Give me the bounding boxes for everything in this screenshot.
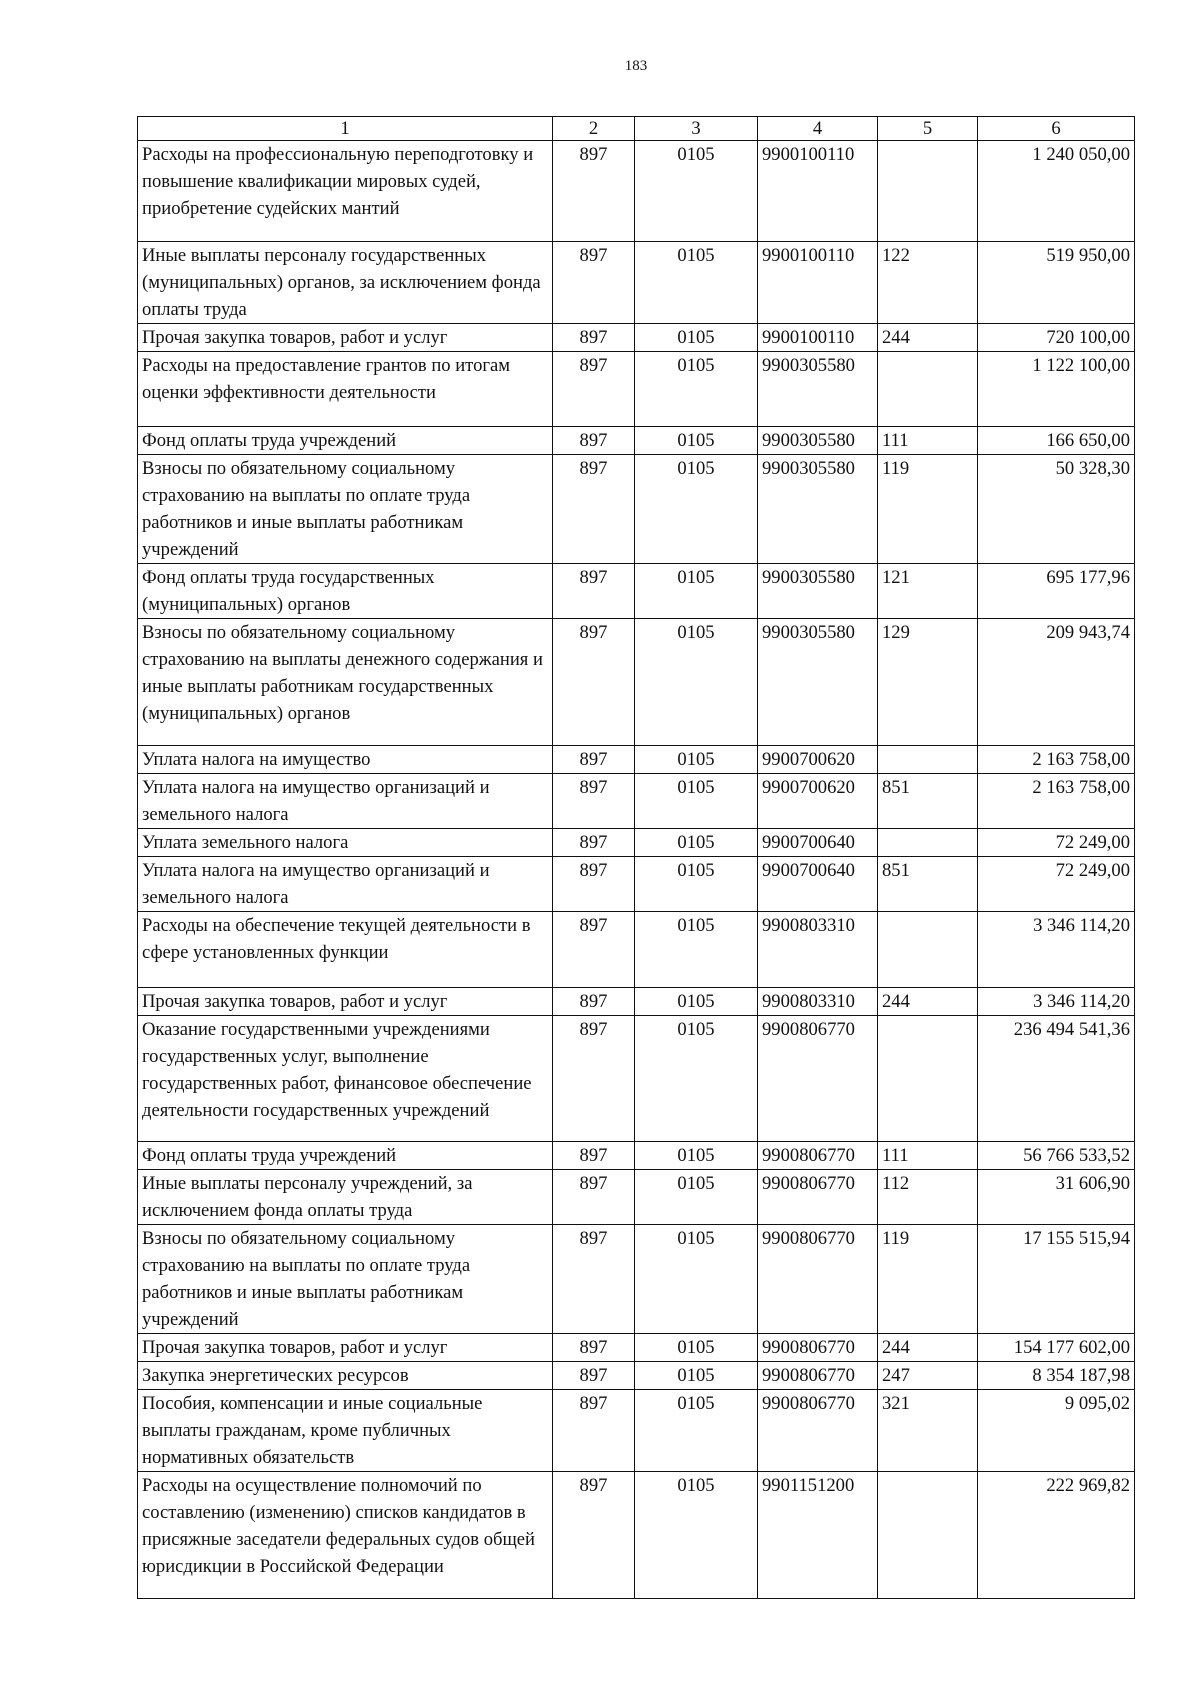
column-header-2: 2 (553, 117, 635, 141)
ministry-code-cell: 897 (553, 141, 635, 242)
ministry-code-cell: 897 (553, 1362, 635, 1390)
amount-cell: 222 969,82 (978, 1472, 1135, 1599)
target-article-cell: 9900803310 (758, 912, 878, 988)
ministry-code-cell: 897 (553, 455, 635, 564)
ministry-code-cell: 897 (553, 427, 635, 455)
target-article-cell: 9900100110 (758, 324, 878, 352)
expense-type-cell: 851 (878, 774, 978, 829)
expense-name-cell: Оказание государственными учреждениями государственных услуг, выполнение государственных работ, финансовое обеспечение деятельности государственных учреждений (138, 1016, 553, 1142)
amount-cell: 72 249,00 (978, 829, 1135, 857)
table-row (138, 352, 1135, 427)
expense-type-cell (878, 912, 978, 988)
amount-cell: 236 494 541,36 (978, 1016, 1135, 1142)
expense-name-cell: Уплата налога на имущество организаций и земельного налога (138, 774, 553, 829)
expense-name-cell: Прочая закупка товаров, работ и услуг (138, 1334, 553, 1362)
ministry-code-cell: 897 (553, 829, 635, 857)
section-code-cell: 0105 (635, 619, 758, 746)
budget-table-body (138, 117, 1135, 1599)
table-row (138, 455, 1135, 564)
section-code-cell: 0105 (635, 1170, 758, 1225)
section-code-cell: 0105 (635, 141, 758, 242)
section-code-cell: 0105 (635, 1016, 758, 1142)
amount-cell: 3 346 114,20 (978, 988, 1135, 1016)
expense-name-cell: Взносы по обязательному социальному страхованию на выплаты по оплате труда работников и иные выплаты работникам учреждений (138, 455, 553, 564)
ministry-code-cell: 897 (553, 352, 635, 427)
expense-type-cell: 119 (878, 1225, 978, 1334)
amount-cell: 2 163 758,00 (978, 746, 1135, 774)
expense-name-cell: Фонд оплаты труда учреждений (138, 427, 553, 455)
column-header-1: 1 (138, 117, 553, 141)
expense-type-cell: 129 (878, 619, 978, 746)
amount-cell: 31 606,90 (978, 1170, 1135, 1225)
amount-cell: 154 177 602,00 (978, 1334, 1135, 1362)
table-row (138, 1472, 1135, 1599)
expense-type-cell: 244 (878, 988, 978, 1016)
expense-type-cell (878, 1472, 978, 1599)
column-header-4: 4 (758, 117, 878, 141)
column-header-5: 5 (878, 117, 978, 141)
table-row (138, 1334, 1135, 1362)
expense-name-cell: Взносы по обязательному социальному страхованию на выплаты денежного содержания и иные выплаты работникам государственных (муниципальных) органов (138, 619, 553, 746)
column-number-row (138, 117, 1135, 141)
expense-type-cell: 122 (878, 242, 978, 324)
expense-name-cell: Расходы на обеспечение текущей деятельности в сфере установленных функции (138, 912, 553, 988)
amount-cell: 2 163 758,00 (978, 774, 1135, 829)
expense-type-cell: 244 (878, 1334, 978, 1362)
section-code-cell: 0105 (635, 242, 758, 324)
amount-cell: 3 346 114,20 (978, 912, 1135, 988)
amount-cell: 209 943,74 (978, 619, 1135, 746)
amount-cell: 17 155 515,94 (978, 1225, 1135, 1334)
section-code-cell: 0105 (635, 1225, 758, 1334)
ministry-code-cell: 897 (553, 912, 635, 988)
target-article-cell: 9900700640 (758, 829, 878, 857)
section-code-cell: 0105 (635, 829, 758, 857)
expense-type-cell: 851 (878, 857, 978, 912)
expense-name-cell: Прочая закупка товаров, работ и услуг (138, 988, 553, 1016)
expense-type-cell: 247 (878, 1362, 978, 1390)
expense-name-cell: Уплата земельного налога (138, 829, 553, 857)
ministry-code-cell: 897 (553, 988, 635, 1016)
target-article-cell: 9900100110 (758, 242, 878, 324)
expense-name-cell: Иные выплаты персоналу учреждений, за исключением фонда оплаты труда (138, 1170, 553, 1225)
ministry-code-cell: 897 (553, 619, 635, 746)
column-header-6: 6 (978, 117, 1135, 141)
section-code-cell: 0105 (635, 324, 758, 352)
table-row (138, 1170, 1135, 1225)
expense-name-cell: Иные выплаты персоналу государственных (муниципальных) органов, за исключением фонда оплаты труда (138, 242, 553, 324)
expense-type-cell (878, 746, 978, 774)
section-code-cell: 0105 (635, 774, 758, 829)
target-article-cell: 9900305580 (758, 564, 878, 619)
expense-type-cell: 119 (878, 455, 978, 564)
expense-type-cell: 111 (878, 427, 978, 455)
amount-cell: 56 766 533,52 (978, 1142, 1135, 1170)
table-row (138, 746, 1135, 774)
expense-type-cell: 321 (878, 1390, 978, 1472)
target-article-cell: 9900806770 (758, 1016, 878, 1142)
expense-type-cell: 121 (878, 564, 978, 619)
target-article-cell: 9900305580 (758, 352, 878, 427)
expense-type-cell (878, 352, 978, 427)
expense-type-cell (878, 1016, 978, 1142)
expense-name-cell: Прочая закупка товаров, работ и услуг (138, 324, 553, 352)
amount-cell: 695 177,96 (978, 564, 1135, 619)
target-article-cell: 9901151200 (758, 1472, 878, 1599)
page-number: 183 (624, 58, 648, 74)
amount-cell: 166 650,00 (978, 427, 1135, 455)
table-row (138, 427, 1135, 455)
ministry-code-cell: 897 (553, 857, 635, 912)
target-article-cell: 9900806770 (758, 1225, 878, 1334)
table-row (138, 242, 1135, 324)
ministry-code-cell: 897 (553, 746, 635, 774)
amount-cell: 8 354 187,98 (978, 1362, 1135, 1390)
table-row (138, 619, 1135, 746)
ministry-code-cell: 897 (553, 1225, 635, 1334)
expense-name-cell: Фонд оплаты труда государственных (муниципальных) органов (138, 564, 553, 619)
ministry-code-cell: 897 (553, 1142, 635, 1170)
column-header-3: 3 (635, 117, 758, 141)
expense-name-cell: Расходы на осуществление полномочий по составлению (изменению) списков кандидатов в присяжные заседатели федеральных судов общей юрисдикции в Российской Федерации (138, 1472, 553, 1599)
table-row (138, 141, 1135, 242)
amount-cell: 50 328,30 (978, 455, 1135, 564)
expense-name-cell: Расходы на предоставление грантов по итогам оценки эффективности деятельности (138, 352, 553, 427)
expense-type-cell (878, 829, 978, 857)
ministry-code-cell: 897 (553, 1170, 635, 1225)
table-row (138, 1390, 1135, 1472)
table-row (138, 774, 1135, 829)
section-code-cell: 0105 (635, 1362, 758, 1390)
expense-type-cell: 244 (878, 324, 978, 352)
ministry-code-cell: 897 (553, 324, 635, 352)
expense-type-cell: 112 (878, 1170, 978, 1225)
expense-name-cell: Фонд оплаты труда учреждений (138, 1142, 553, 1170)
amount-cell: 720 100,00 (978, 324, 1135, 352)
expense-name-cell: Пособия, компенсации и иные социальные выплаты гражданам, кроме публичных нормативных обязательств (138, 1390, 553, 1472)
target-article-cell: 9900803310 (758, 988, 878, 1016)
target-article-cell: 9900700640 (758, 857, 878, 912)
section-code-cell: 0105 (635, 564, 758, 619)
section-code-cell: 0105 (635, 1142, 758, 1170)
section-code-cell: 0105 (635, 857, 758, 912)
table-row (138, 564, 1135, 619)
section-code-cell: 0105 (635, 427, 758, 455)
table-row (138, 1362, 1135, 1390)
target-article-cell: 9900305580 (758, 619, 878, 746)
ministry-code-cell: 897 (553, 1390, 635, 1472)
ministry-code-cell: 897 (553, 242, 635, 324)
section-code-cell: 0105 (635, 455, 758, 564)
amount-cell: 72 249,00 (978, 857, 1135, 912)
target-article-cell: 9900100110 (758, 141, 878, 242)
ministry-code-cell: 897 (553, 1472, 635, 1599)
amount-cell: 1 122 100,00 (978, 352, 1135, 427)
section-code-cell: 0105 (635, 1390, 758, 1472)
target-article-cell: 9900305580 (758, 427, 878, 455)
target-article-cell: 9900806770 (758, 1334, 878, 1362)
target-article-cell: 9900700620 (758, 746, 878, 774)
ministry-code-cell: 897 (553, 564, 635, 619)
expense-name-cell: Уплата налога на имущество организаций и земельного налога (138, 857, 553, 912)
expense-name-cell: Взносы по обязательному социальному страхованию на выплаты по оплате труда работников и иные выплаты работникам учреждений (138, 1225, 553, 1334)
amount-cell: 9 095,02 (978, 1390, 1135, 1472)
section-code-cell: 0105 (635, 746, 758, 774)
target-article-cell: 9900806770 (758, 1390, 878, 1472)
section-code-cell: 0105 (635, 352, 758, 427)
table-row (138, 912, 1135, 988)
table-row (138, 857, 1135, 912)
expense-type-cell: 111 (878, 1142, 978, 1170)
section-code-cell: 0105 (635, 988, 758, 1016)
target-article-cell: 9900305580 (758, 455, 878, 564)
section-code-cell: 0105 (635, 1472, 758, 1599)
section-code-cell: 0105 (635, 912, 758, 988)
table-row (138, 1142, 1135, 1170)
section-code-cell: 0105 (635, 1334, 758, 1362)
ministry-code-cell: 897 (553, 1334, 635, 1362)
table-row (138, 1016, 1135, 1142)
amount-cell: 519 950,00 (978, 242, 1135, 324)
table-row (138, 1225, 1135, 1334)
expense-name-cell: Закупка энергетических ресурсов (138, 1362, 553, 1390)
table-row (138, 324, 1135, 352)
table-row (138, 988, 1135, 1016)
target-article-cell: 9900806770 (758, 1362, 878, 1390)
expense-type-cell (878, 141, 978, 242)
expense-name-cell: Уплата налога на имущество (138, 746, 553, 774)
ministry-code-cell: 897 (553, 1016, 635, 1142)
target-article-cell: 9900700620 (758, 774, 878, 829)
table-row (138, 829, 1135, 857)
target-article-cell: 9900806770 (758, 1170, 878, 1225)
expense-name-cell: Расходы на профессиональную переподготовку и повышение квалификации мировых судей, приобретение судейских мантий (138, 141, 553, 242)
amount-cell: 1 240 050,00 (978, 141, 1135, 242)
target-article-cell: 9900806770 (758, 1142, 878, 1170)
budget-table (137, 116, 1135, 1599)
ministry-code-cell: 897 (553, 774, 635, 829)
